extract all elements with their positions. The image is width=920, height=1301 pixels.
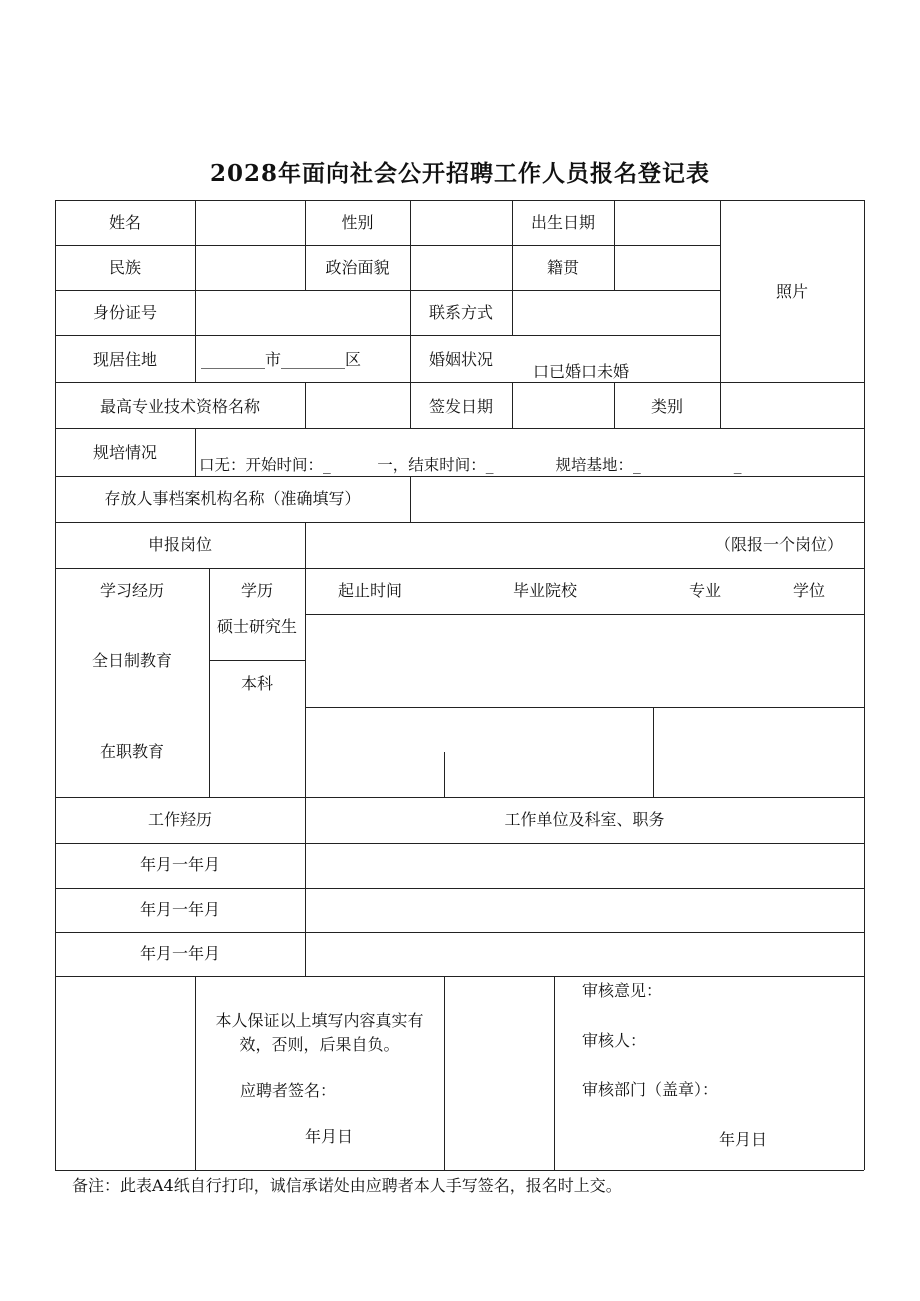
district-blank: ________ <box>281 350 346 369</box>
archive-institution-label: 存放人事档案机构名称（准确填写） <box>104 489 361 508</box>
work-period-2: 年月一年月 <box>139 900 220 919</box>
review-opinion-label: 审核意见： <box>582 981 663 1000</box>
marital-options[interactable]: 口已婚口未婚 <box>533 362 630 381</box>
major-header: 专业 <box>689 581 722 600</box>
marital-status-label: 婚姻状况 <box>428 350 493 369</box>
form-title: 2028年面向社会公开招聘工作人员报名登记表 <box>209 160 710 187</box>
city-unit: 市 <box>265 350 282 369</box>
pledge-date: 年月日 <box>305 1127 354 1146</box>
political-status-label: 政治面貌 <box>325 258 390 277</box>
issue-date-label: 签发日期 <box>428 397 493 416</box>
work-period-3: 年月一年月 <box>139 944 220 963</box>
applicant-signature-label: 应聘者签名： <box>240 1081 337 1100</box>
training-label: 规培情况 <box>92 443 157 462</box>
degree-column-header: 学历 <box>240 581 273 600</box>
native-place-label: 籍贯 <box>546 258 579 277</box>
review-department-label: 审核部门（盖章）： <box>582 1080 719 1099</box>
pledge-text-line2: 效，否则，后果自负。 <box>239 1035 400 1054</box>
training-detail[interactable]: 口无：开始时间：_ 一，结束时间：_ 规培基地：_ _ <box>199 456 742 474</box>
contact-label: 联系方式 <box>428 303 493 322</box>
qualification-label: 最高专业技术资格名称 <box>99 397 260 416</box>
birth-date-label: 出生日期 <box>530 213 595 232</box>
work-history-label: 工作羟历 <box>147 810 212 829</box>
reviewer-label: 审核人： <box>582 1031 647 1050</box>
work-period-1: 年月一年月 <box>139 855 220 874</box>
residence-field[interactable] <box>201 350 406 370</box>
post-note: （限报一个岗位） <box>715 535 844 554</box>
name-label: 姓名 <box>108 213 141 232</box>
residence-label: 现居住地 <box>92 350 157 369</box>
masters-label: 硕士研究生 <box>216 617 297 636</box>
school-header: 毕业院校 <box>513 581 578 600</box>
parttime-education-label: 在职教育 <box>99 742 164 761</box>
footnote: 备注：此表A4纸自行打印，诚信承诺处由应聘者本人手写签名，报名时上交。 <box>72 1176 622 1195</box>
id-number-label: 身份证号 <box>92 303 157 322</box>
district-unit: 区 <box>345 350 362 369</box>
education-label: 学习经历 <box>99 581 164 600</box>
work-unit-header: 工作单位及科室、职务 <box>504 810 665 829</box>
pledge-text-line1: 本人保证以上填写内容真实有 <box>215 1011 424 1030</box>
ethnicity-label: 民族 <box>108 258 141 277</box>
review-date: 年月日 <box>719 1130 768 1149</box>
period-header: 起止时间 <box>338 581 403 600</box>
fulltime-education-label: 全日制教育 <box>91 651 172 670</box>
degree-header: 学位 <box>793 581 826 600</box>
city-blank: ________ <box>201 350 265 369</box>
category-label: 类别 <box>650 397 683 416</box>
post-label: 申报岗位 <box>147 535 212 554</box>
gender-label: 性别 <box>341 213 374 232</box>
photo-placeholder: 照片 <box>775 282 808 301</box>
bachelor-label: 本科 <box>240 674 273 693</box>
